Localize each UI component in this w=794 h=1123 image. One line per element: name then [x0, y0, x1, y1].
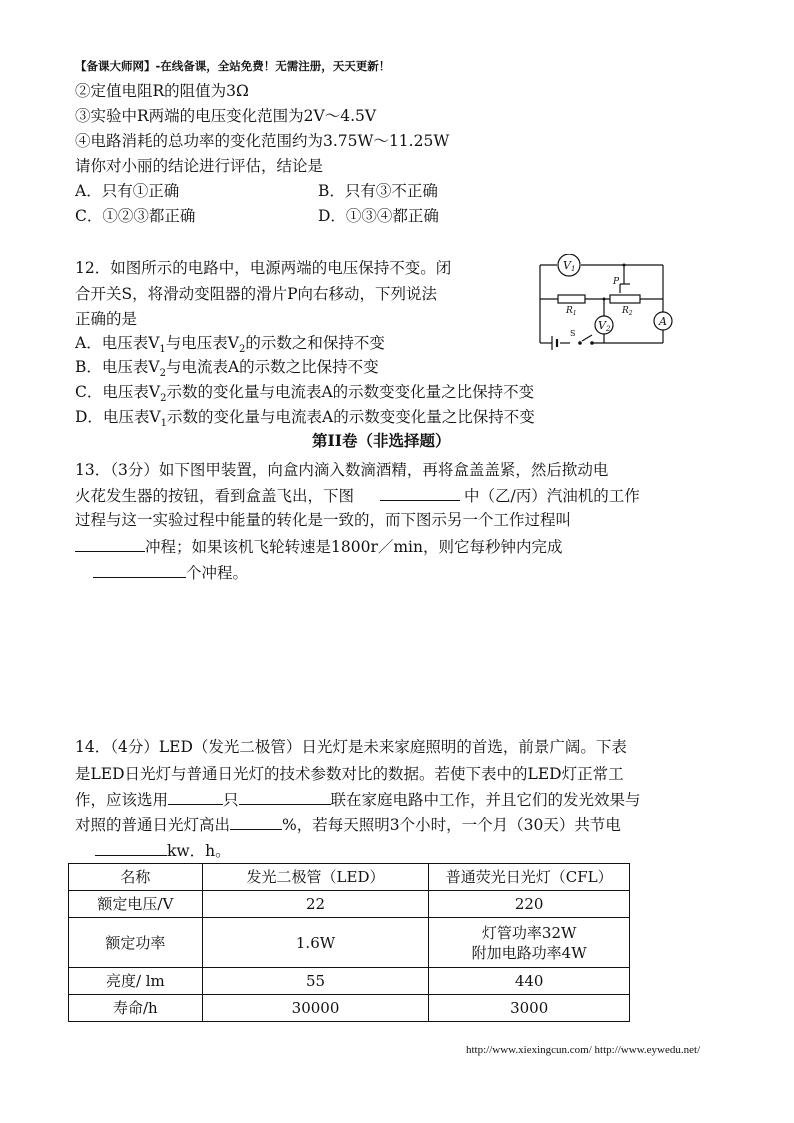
- meter-v1-label: V1: [563, 259, 576, 273]
- table-header-cell: 普通荧光日光灯（CFL）: [429, 864, 630, 891]
- table-cell: 22: [202, 891, 429, 918]
- q12-stem-line2: 合开关S，将滑动变阻器的滑片P向右移动，下列说法: [75, 285, 438, 303]
- q13-line1: 13．（3分）如下图甲装置，向盒内滴入数滴酒精，再将盒盖盖紧，然后揿动电: [75, 461, 609, 479]
- q11-option-b: B．只有③不正确: [318, 182, 438, 200]
- table-cell: 灯管功率32W 附加电路功率4W: [429, 918, 630, 968]
- table-cell: 3000: [429, 995, 630, 1022]
- slider-p-label: P: [613, 277, 620, 287]
- table-row: [69, 968, 630, 995]
- q11-item-3: ③实验中R两端的电压变化范围为2V～4.5V: [75, 107, 377, 125]
- q11-prompt: 请你对小丽的结论进行评估，结论是: [75, 157, 324, 175]
- switch-s-label: S: [570, 329, 576, 338]
- q14-blank-4[interactable]: [95, 839, 167, 856]
- q12-option-c: C．电压表$V_2$示数的变化量与电流表A的示数变变化量之比保持不变: [75, 383, 535, 405]
- table-header-row: [69, 864, 630, 891]
- section-title: 第II卷（非选择题）: [312, 431, 451, 450]
- table-cell: 440: [429, 968, 630, 995]
- led-cfl-comparison-table: [68, 863, 630, 1022]
- q14-blank-3[interactable]: [230, 813, 282, 830]
- table-cell: 额定电压/V: [69, 891, 203, 918]
- q14-line5: kw．h。: [95, 839, 231, 862]
- q12-option-d: D．电压表$V_1$示数的变化量与电流表A的示数变变化量之比保持不变: [75, 408, 535, 430]
- q14-blank-1[interactable]: [168, 788, 223, 805]
- q11-item-2: ②定值电阻R的阻值为3Ω: [75, 82, 249, 100]
- q12-stem-line1: 12．如图所示的电路中，电源两端的电压保持不变。闭: [75, 259, 452, 277]
- q12-stem-line3: 正确的是: [75, 310, 138, 328]
- table-row: [69, 891, 630, 918]
- table-cell: 55: [202, 968, 429, 995]
- table-row: [69, 918, 630, 968]
- meter-a-label: A: [659, 315, 667, 328]
- q14-line3: 作，应该选用 只 联在家庭电路中工作，并且它们的发光效果与: [75, 788, 641, 811]
- table-cell: 220: [429, 891, 630, 918]
- footer-links[interactable]: http://www.xiexingcun.com/ http://www.eywedu.net/: [466, 1044, 701, 1056]
- q14-blank-2[interactable]: [239, 788, 331, 805]
- q14-line1: 14．（4分）LED（发光二极管）日光灯是未来家庭照明的首选，前景广阔。下表: [75, 738, 627, 756]
- q13-line5: 个冲程。: [93, 561, 248, 584]
- table-cell: 30000: [202, 995, 429, 1022]
- q11-option-c: C．①②③都正确: [75, 207, 196, 225]
- resistor-r1-label: $R_1$: [566, 306, 577, 317]
- table-cell: 亮度/ lm: [69, 968, 203, 995]
- table-header-cell: 发光二极管（LED）: [202, 864, 429, 891]
- q13-line2: 火花发生器的按钮，看到盒盖飞出，下图 中（乙/丙）汽油机的工作: [75, 484, 640, 507]
- q11-option-d: D．①③④都正确: [318, 207, 439, 225]
- q11-item-4: ④电路消耗的总功率的变化范围约为3.75W～11.25W: [75, 132, 450, 150]
- q13-blank-1[interactable]: [380, 484, 460, 501]
- q13-line3: 过程与这一实验过程中能量的转化是一致的，而下图示另一个工作过程叫: [75, 511, 572, 529]
- q12-circuit-diagram: [530, 254, 675, 354]
- q11-option-a: A．只有①正确: [75, 182, 180, 200]
- q13-blank-3[interactable]: [93, 561, 186, 578]
- q12-option-a: A．电压表$V_1$与电压表$V_2$的示数之和保持不变: [75, 334, 385, 356]
- resistor-r2-label: $R_2$: [622, 306, 633, 317]
- q13-blank-2[interactable]: [75, 535, 145, 552]
- table-cell: 寿命/h: [69, 995, 203, 1022]
- meter-v2-label: V2: [598, 319, 611, 333]
- table-cell: 1.6W: [202, 918, 429, 968]
- q14-line4: 对照的普通日光灯高出 %，若每天照明3个小时，一个月（30天）共节电: [75, 813, 621, 836]
- table-cell: 额定功率: [69, 918, 203, 968]
- q14-line2: 是LED日光灯与普通日光灯的技术参数对比的数据。若使下表中的LED灯正常工: [75, 765, 624, 783]
- table-row: [69, 995, 630, 1022]
- q13-line4: 冲程；如果该机飞轮转速是1800r／min，则它每秒钟内完成: [75, 535, 563, 558]
- table-header-cell: 名称: [69, 864, 203, 891]
- site-header: 【备课大师网】-在线备课，全站免费！无需注册，天天更新！: [75, 59, 391, 73]
- q12-option-b: B．电压表$V_2$与电流表A的示数之比保持不变: [75, 358, 379, 380]
